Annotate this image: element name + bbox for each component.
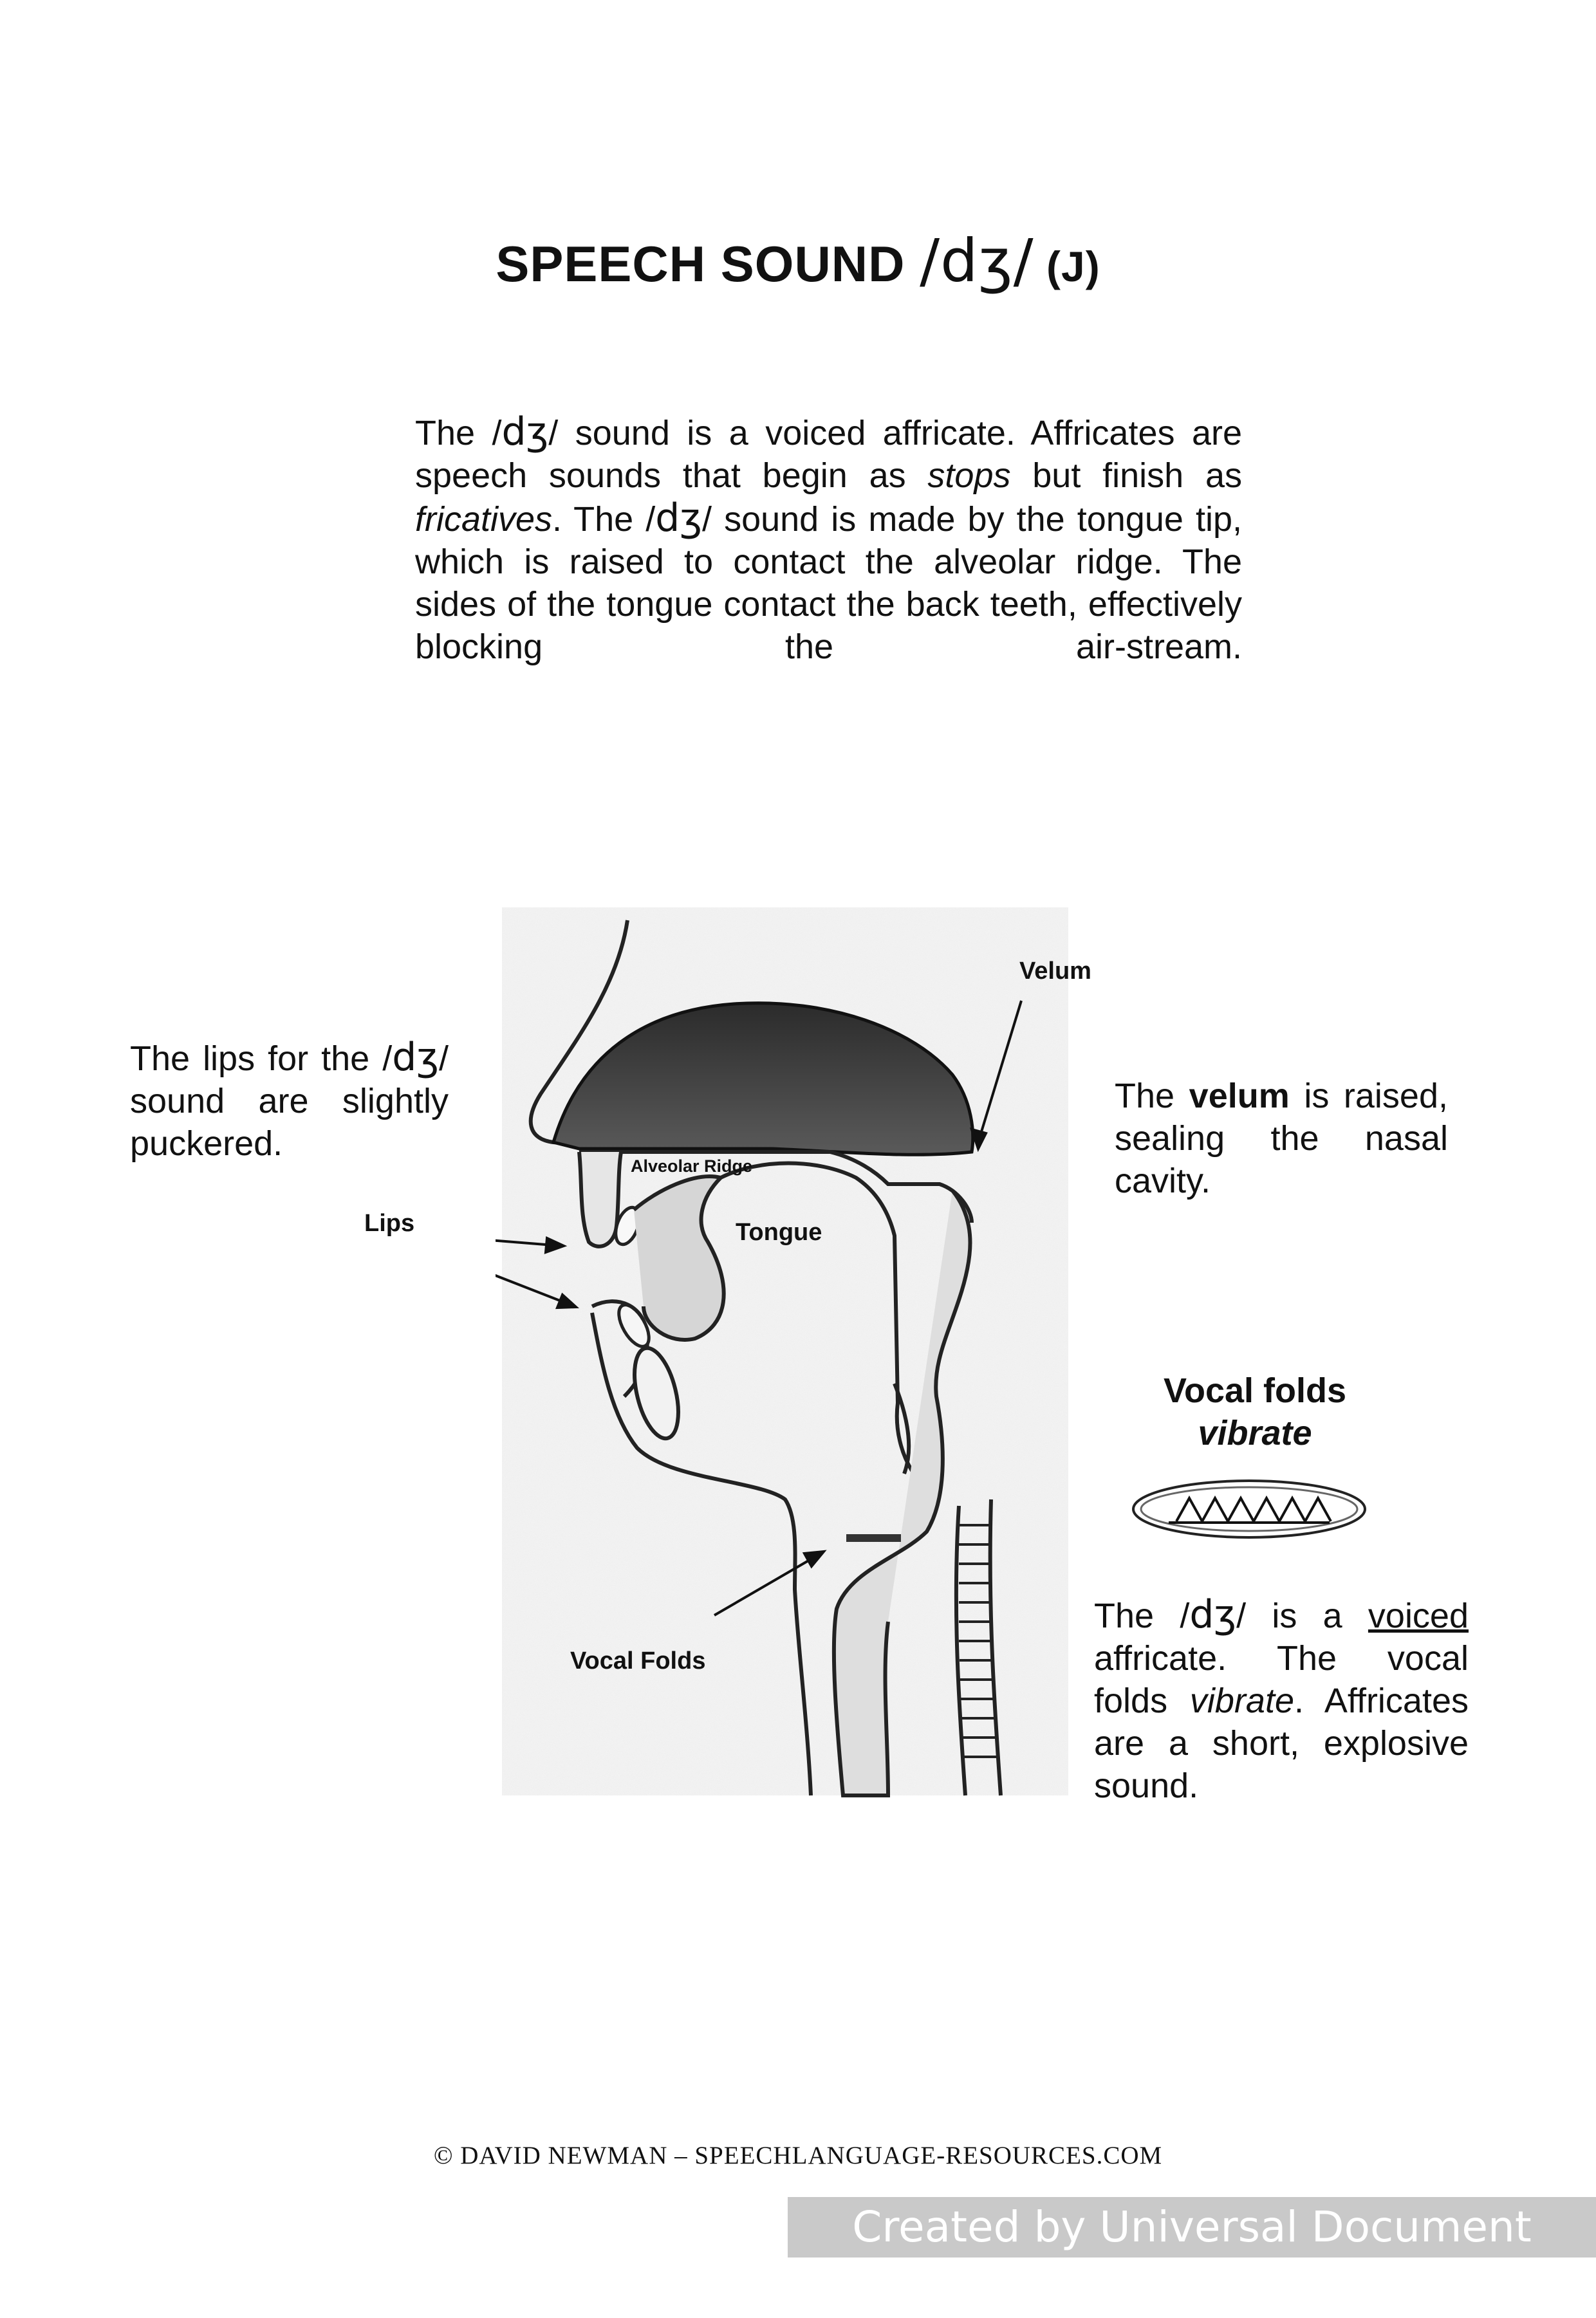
voiced-note-ipa: dʒ — [1189, 1592, 1237, 1637]
voiced-note-text: . Affricates are a short, explosive sound. — [1094, 1682, 1469, 1805]
title-prefix: SPEECH SOUND — [496, 236, 920, 292]
voiced-note-text: affricate. The vocal folds — [1094, 1639, 1469, 1720]
lips-note-text: / sound are slightly puckered. — [130, 1039, 449, 1163]
voiced-note-text: / is a — [1236, 1597, 1368, 1635]
intro-text: . The / — [552, 500, 656, 539]
vibration-icon-outer — [1133, 1481, 1365, 1537]
label-tongue: Tongue — [736, 1219, 822, 1246]
velum-note — [1115, 1075, 1448, 1245]
intro-paragraph — [415, 411, 1242, 710]
label-velum: Velum — [1019, 958, 1091, 985]
title-suffix: (J) — [1034, 243, 1100, 290]
velum-note-text: is raised, sealing the nasal cavity. — [1115, 1077, 1448, 1200]
intro-ipa: dʒ — [655, 496, 703, 541]
voiced-note — [1094, 1593, 1469, 1850]
lips-note-text: The lips for the / — [130, 1039, 393, 1078]
intro-text: The / — [415, 414, 502, 452]
label-lips: Lips — [364, 1210, 415, 1237]
velum-note-text: The — [1115, 1077, 1189, 1115]
intro-text: / sound is made by the tongue tip, which is raised to contact the alveolar ridge. The sides of the tongue contact the back teeth, effectively blocking the air-stream. — [415, 500, 1242, 666]
velum-term: velum — [1189, 1077, 1290, 1115]
lips-note — [130, 1036, 449, 1207]
intro-stops-term: stops — [927, 456, 1011, 495]
vibrate-term: vibrate — [1189, 1682, 1295, 1720]
copyright-footer: © DAVID NEWMAN – SPEECHLANGUAGE-RESOURCES.COM — [433, 2142, 1163, 2169]
page-title — [0, 227, 1596, 295]
lips-note-ipa: dʒ — [392, 1035, 439, 1080]
label-vocal-folds: Vocal Folds — [570, 1647, 706, 1674]
intro-text: but finish as — [1010, 456, 1242, 495]
intro-fricatives-term: fricatives — [415, 500, 553, 539]
intro-text: / sound is a voiced affricate. Affricates are speech sounds that begin as — [415, 414, 1242, 495]
voiced-term: voiced — [1368, 1597, 1469, 1635]
converter-watermark: Created by Universal Document Converter — [788, 2197, 1596, 2258]
title-ipa: /dʒ/ — [920, 227, 1034, 295]
vibration-icon — [1130, 1474, 1368, 1544]
vibration-zigzag — [1176, 1498, 1331, 1521]
vocal-folds-heading: Vocal folds — [1163, 1371, 1347, 1410]
intro-ipa: dʒ — [501, 409, 549, 454]
label-alveolar-ridge: Alveolar Ridge — [631, 1156, 753, 1176]
vocal-folds-subheading: vibrate — [1198, 1414, 1312, 1452]
voiced-note-text: The / — [1094, 1597, 1190, 1635]
